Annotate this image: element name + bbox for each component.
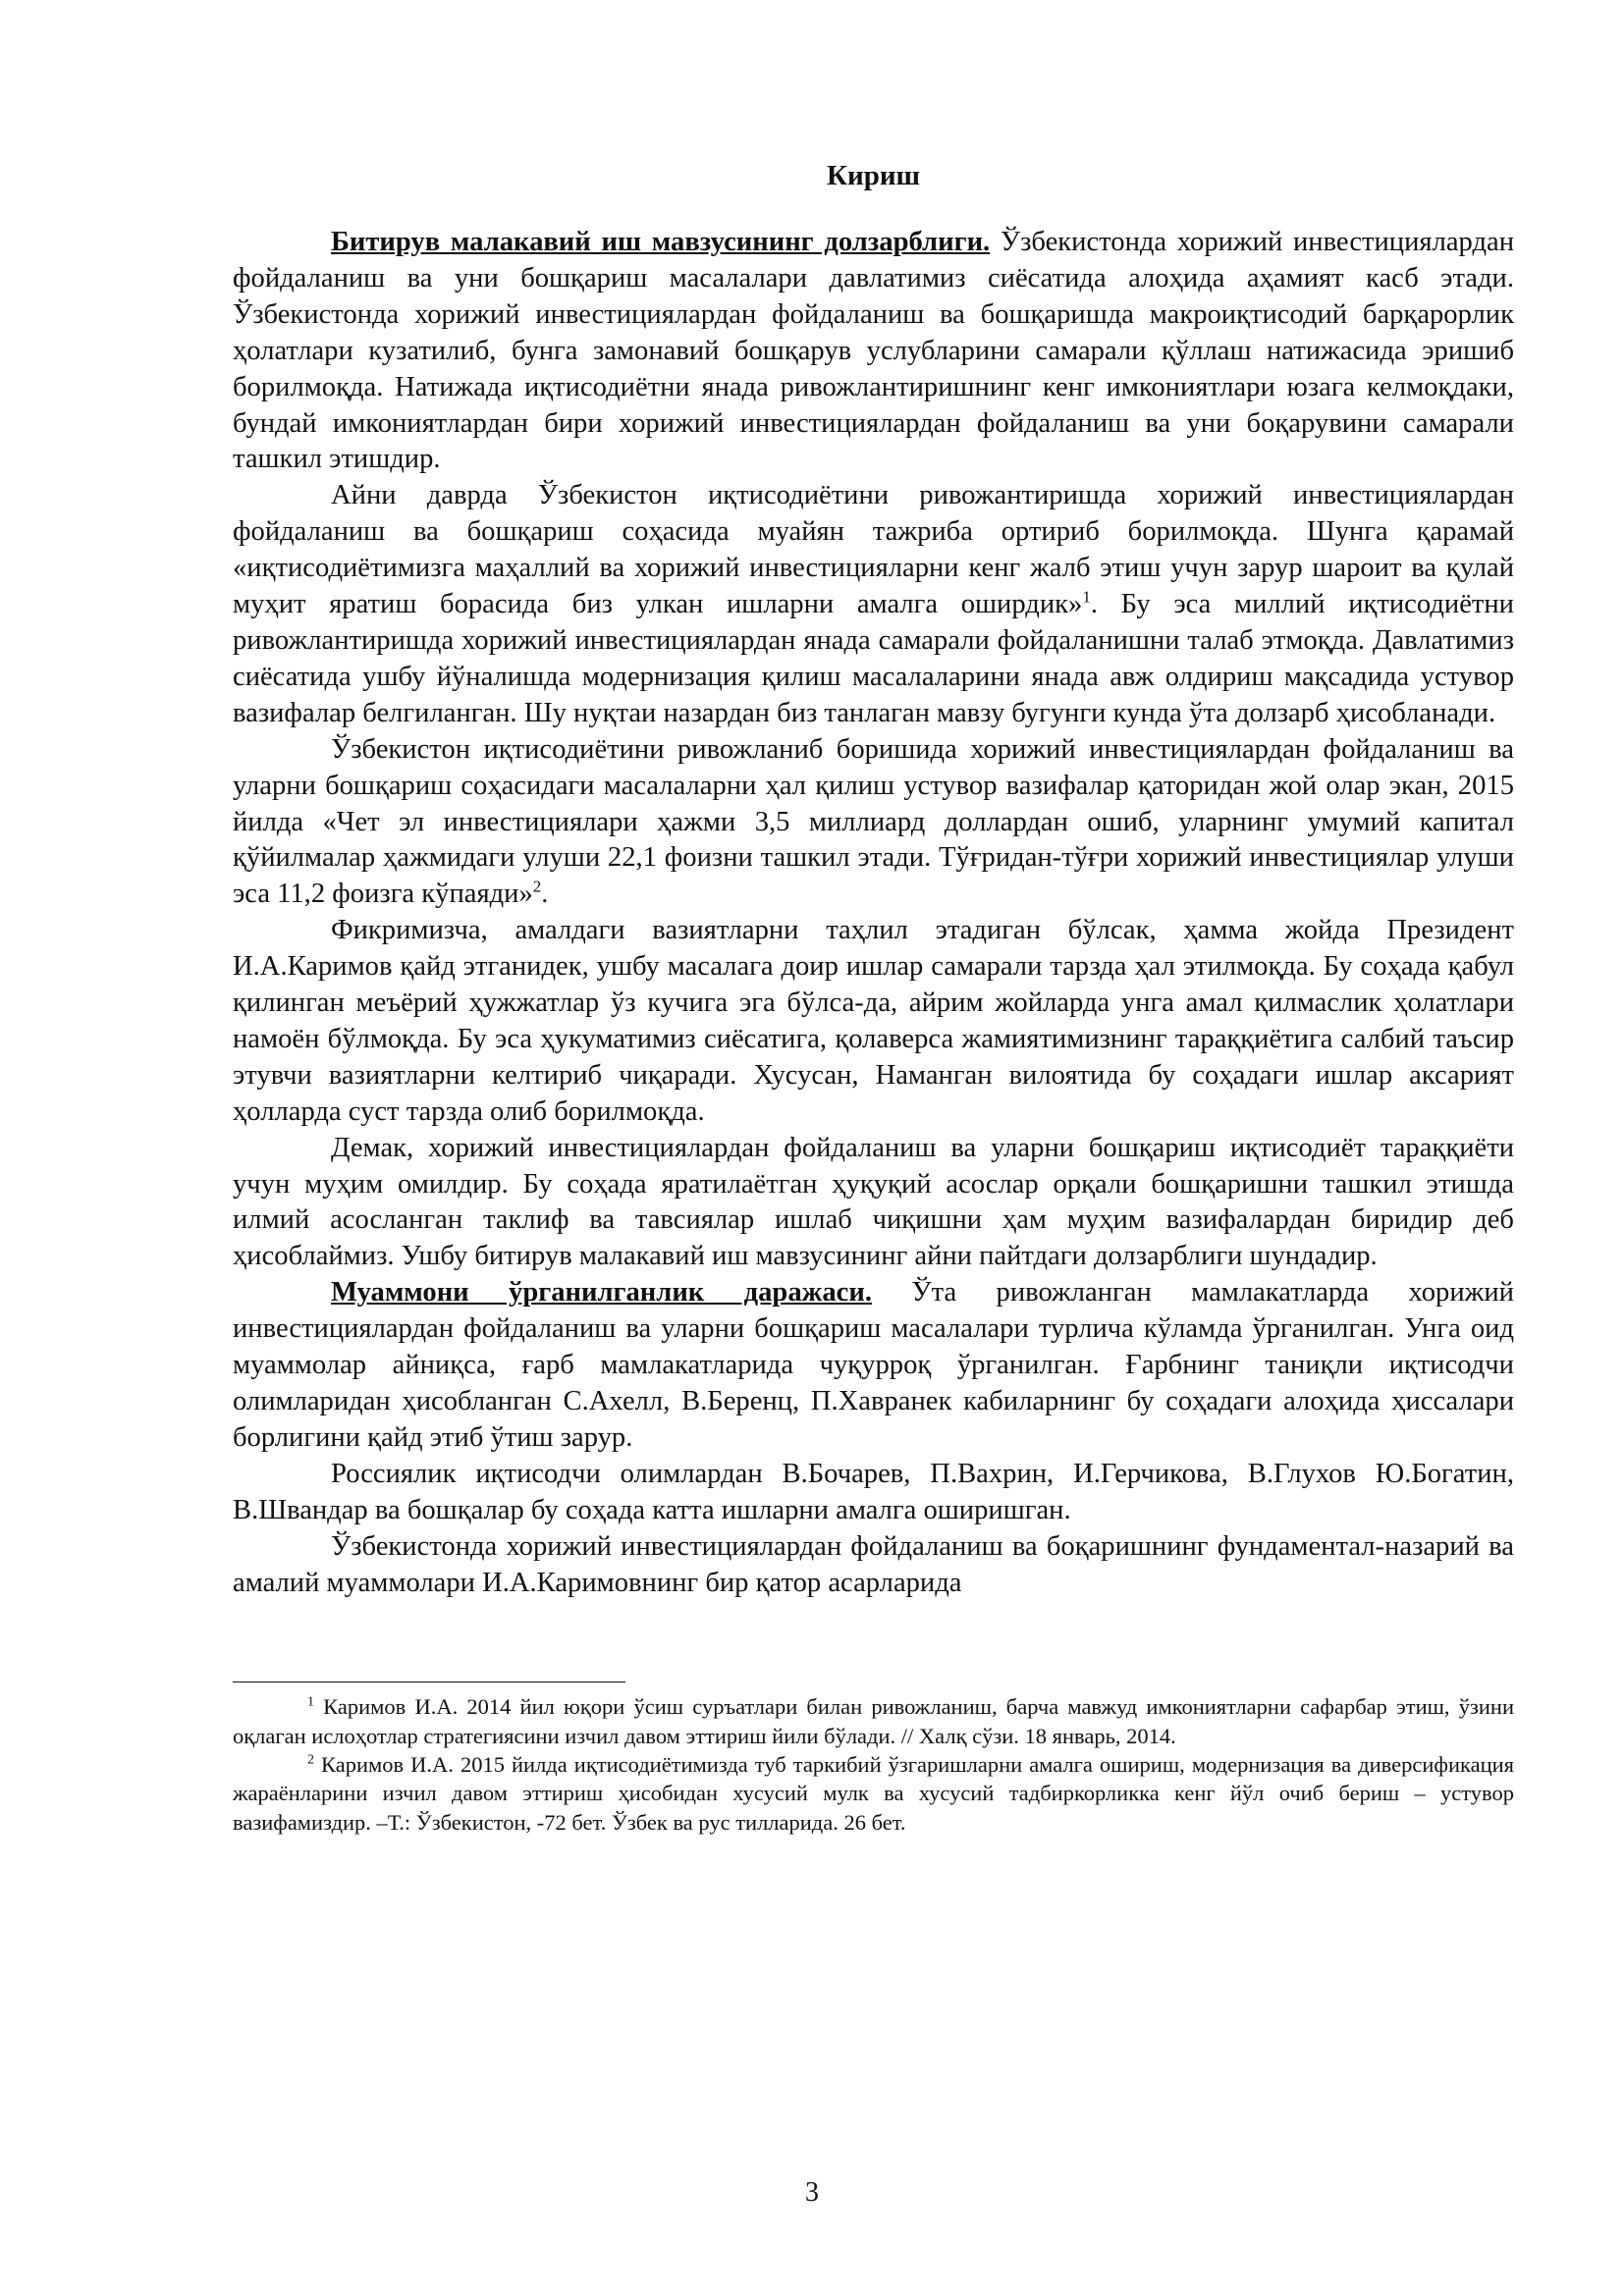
page-number: 3 [805, 2177, 819, 2208]
paragraph-experience [233, 478, 1514, 731]
footnote-mark: 2 [307, 1752, 314, 1768]
paragraph-text: . [541, 879, 549, 910]
paragraph-relevance [233, 225, 1514, 478]
footnote-1 [233, 1692, 1514, 1750]
section-heading-research-degree: Муаммони ўрганилганлик даражаси. [331, 1277, 872, 1308]
footnote-mark: 1 [307, 1694, 314, 1710]
paragraph-research-degree [233, 1275, 1514, 1457]
paragraph-text: . Бу эса миллий иқтисодиётни ривожлантиришда хорижий инвестициялардан янада самарали фойдаланишни талаб этмоқда. Давлатимиз сиёсатида ушбу йўналишда модернизация қилиш масалаларини янада авж олдириш мақсадида устувор вазифалар белгиланган. Шу нуқтаи назардан биз танлаган мавзу бугунги кунда ўта долзарб ҳисобланади. [233, 589, 1514, 728]
paragraph-analysis: Фикримизча, амалдаги вазиятларни таҳлил этадиган бўлсак, ҳамма жойда Президент И.А.Каримов қайд этганидек, ушбу масалага доир ишлар самарали тарзда ҳал этилмоқда. Бу соҳада қабул қилинган меъёрий ҳужжатлар ўз кучига эга бўлса-да, айрим жойларда унга амал қилмаслик ҳолатлари намоён бўлмоқда. Бу эса ҳукуматимиз сиёсатига, қолаверса жамиятимизнинг тараққиётига салбий таъсир этувчи вазиятларни келтириб чиқаради. Хусусан, Наманган вилоятида бу соҳадаги ишлар аксарият ҳолларда суст тарзда олиб борилмоқда. [233, 915, 1514, 1127]
footnote-ref-1[interactable]: 1 [1082, 587, 1091, 607]
document-page [233, 147, 1514, 1837]
footnote-text: Каримов И.А. 2015 йилда иқтисодиётимизда туб таркибий ўзгаришларни амалга ошириш, модернизация ва диверсификация жараёнларини изчил давом эттириш ҳисобидан хусусий мулк ва хусусий тадбиркорликка кенг йўл очиб бериш – устувор вазифамиздир. –Т.: Ўзбекистон, -72 бет. Ўзбек ва рус тилларида. 26 бет. [233, 1752, 1514, 1835]
paragraph-conclusion: Демак, хорижий инвестициялардан фойдаланиш ва уларни бошқариш иқтисодиёт тараққиёти учун муҳим омилдир. Бу соҳада яратилаётган ҳуқуқий асослар орқали бошқаришни ташкил этишда илмий асосланган таклиф ва тавсиялар ишлаб чиқишни ҳам муҳим вазифалардан биридир деб ҳисоблаймиз. Ушбу битирув малакавий иш мавзусининг айни пайтдаги долзарблиги шундадир. [233, 1132, 1514, 1272]
footnote-ref-2[interactable]: 2 [532, 877, 542, 896]
footnote-2 [233, 1750, 1514, 1837]
paragraph-investment-figures [233, 732, 1514, 914]
paragraph-text: Ўзбекистон иқтисодиётини ривожланиб боришида хорижий инвестициялардан фойдаланиш ва уларни бошқариш соҳасидаги масалаларни ҳал қилиш устувор вазифалар қаторидан жой олар экан, 2015 йилда «Чет эл инвестициялари ҳажми 3,5 миллиард доллардан ошиб, уларнинг умумий капитал қўйилмалар ҳажмидаги улуши 22,1 фоизни ташкил этади. Тўғридан-тўғри хорижий инвестициялар улуши эса 11,2 фоизга кўпаяди» [233, 733, 1514, 910]
paragraph-text: Ўзбекистонда хорижий инвестициялардан фойдаланиш ва уни бошқариш масалалари давлатимиз сиёсатида алоҳида аҳамият касб этади. Ўзбекистонда хорижий инвестициялардан фойдаланиш ва бошқаришда макроиқтисодий барқарорлик ҳолатлари кузатилиб, бунга замонавий бошқарув услубларини самарали қўллаш натижасида эришиб борилмоқда. Натижада иқтисодиётни янада ривожлантиришнинг кенг имкониятлари юзага келмоқдаки, бундай имкониятлардан бири хорижий инвестициялардан фойдаланиш ва уни боқарувини самарали ташкил этишдир. [233, 227, 1514, 475]
paragraph-russian-scholars: Россиялик иқтисодчи олимлардан В.Бочарев, П.Вахрин, И.Герчикова, В.Глухов Ю.Богатин, В.Швандар ва бошқалар бу соҳада катта ишларни амалга оширишган. [233, 1458, 1514, 1525]
paragraph-text: Айни даврда Ўзбекистон иқтисодиётини ривожантиришда хорижий инвестициялардан фойдаланиш ва бошқариш соҳасида муайян тажриба ортириб борилмоқда. Шунга қарамай «иқтисодиётимизга маҳаллий ва хорижий инвестицияларни кенг жалб этиш учун зарур шароит ва қулай муҳит яратиш борасида биз улкан ишларни амалга оширдик» [233, 480, 1514, 620]
page-title: Кириш [826, 160, 921, 191]
section-heading-relevance: Битирув малакавий иш мавзусининг долзарблиги. [331, 227, 991, 257]
paragraph-uzbek-research: Ўзбекистонда хорижий инвестициялардан фойдаланиш ва боқаришнинг фундаментал-назарий ва амалий муаммолари И.А.Каримовнинг бир қатор асарларида [233, 1530, 1514, 1598]
footnote-text: Каримов И.А. 2014 йил юқори ўсиш суръатлари билан ривожланиш, барча мавжуд имкониятларни сафарбар этиш, ўзини оқлаган ислоҳотлар стратегиясини изчил давом эттириш йили бўлади. // Халқ сўзи. 18 январь, 2014. [233, 1694, 1514, 1748]
paragraph-text: Ўта ривожланган мамлакатларда хорижий инвестициялардан фойдаланиш ва уларни бошқариш масалалари турлича кўламда ўрганилган. Унга оид муаммолар айниқса, ғарб мамлакатларида чуқурроқ ўрганилган. Ғарбнинг таниқли иқтисодчи олимларидан ҳисобланган С.Ахелл, В.Беренц, П.Хавранек кабиларнинг бу соҳадаги алоҳида ҳиссалари борлигини қайд этиб ўтиш зарур. [233, 1277, 1514, 1453]
